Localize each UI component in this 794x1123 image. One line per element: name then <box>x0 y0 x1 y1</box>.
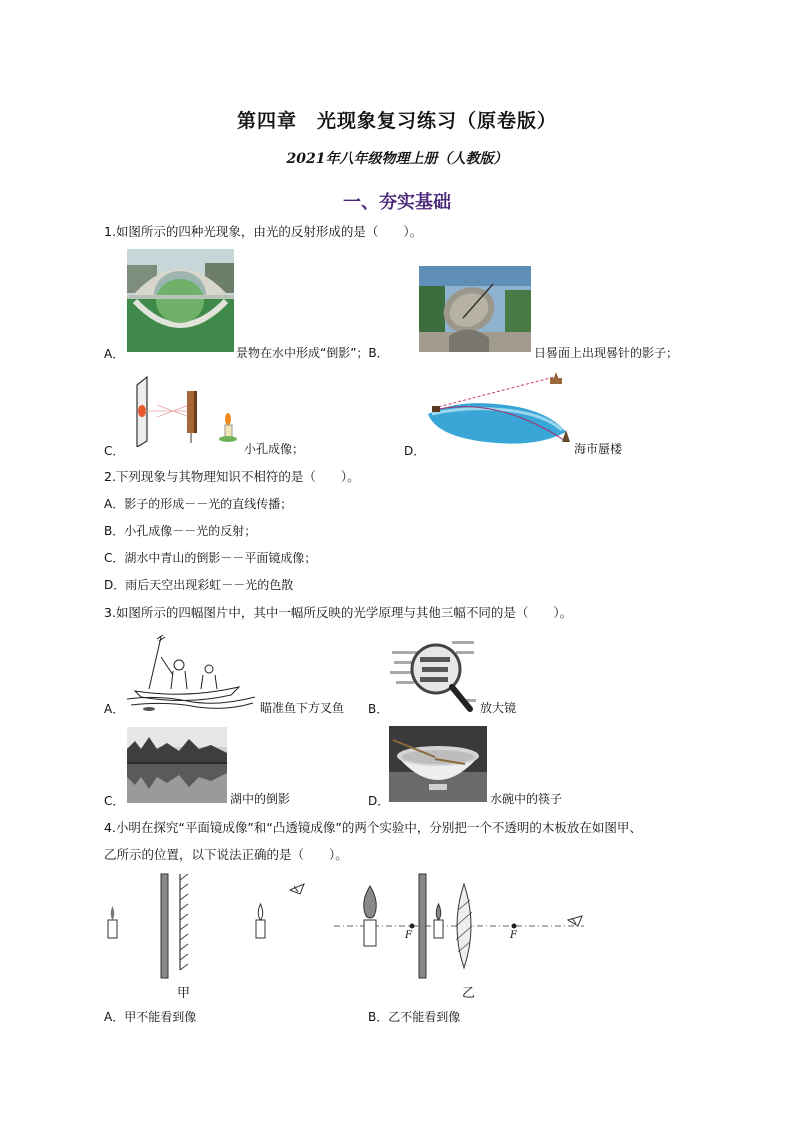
figure-jia-plane-mirror <box>100 870 320 982</box>
q3-option-c-letter: C． <box>104 794 125 808</box>
q1-option-d-letter: D． <box>404 444 426 458</box>
focus-label-right: F <box>510 930 517 941</box>
q1-option-d-text: 海市蜃楼 <box>574 442 623 456</box>
q1-option-a-letter: A． <box>104 347 125 361</box>
q1-option-c-text: 小孔成像； <box>244 442 305 456</box>
q1-option-c-letter: C． <box>104 444 125 458</box>
question-3-stem: 3.如图所示的四幅图片中，其中一幅所反映的光学原理与其他三幅不同的是（ ）。 <box>104 605 573 620</box>
q2-option-d: D．雨后天空出现彩虹－－光的色散 <box>104 578 294 592</box>
question-1-stem: 1.如图所示的四种光现象，由光的反射形成的是（ ）。 <box>104 224 423 239</box>
figure-yi-label: 乙 <box>462 986 476 1001</box>
page-title: 第四章 光现象复习练习（原卷版） <box>236 110 557 132</box>
sundial-photo <box>419 266 531 352</box>
pinhole-diagram <box>127 375 242 447</box>
q4-option-b: B．乙不能看到像 <box>368 1010 461 1024</box>
q2-option-a: A．影子的形成－－光的直线传播； <box>104 497 293 511</box>
figure-yi-convex-lens <box>334 870 586 982</box>
lake-reflection-photo <box>127 727 227 803</box>
q3-option-d-caption: 水碗中的筷子 <box>490 792 563 806</box>
q2-option-b: B．小孔成像－－光的反射； <box>104 524 257 538</box>
fishing-boat-sketch <box>127 633 257 713</box>
magnifier-photo <box>390 637 478 715</box>
question-4-stem-line2: 乙所示的位置，以下说法正确的是（ ）。 <box>104 847 348 862</box>
q4-option-a: A．甲不能看到像 <box>104 1010 197 1024</box>
chopstick-bowl-photo <box>389 726 487 802</box>
page-subtitle: 2021年八年级物理上册（人教版） <box>286 151 508 167</box>
question-4-stem-line1: 4.小明在探究“平面镜成像”和“凸透镜成像”的两个实验中，分别把一个不透明的木板放在如图甲、 <box>104 820 642 835</box>
bridge-reflection-photo <box>127 249 234 352</box>
q2-option-c: C．湖水中青山的倒影－－平面镜成像； <box>104 551 317 565</box>
q1-option-a-text: 景物在水中形成“倒影”；B． <box>236 346 389 360</box>
q1-option-b-text: 日晷面上出现晷针的影子； <box>534 346 679 360</box>
figure-jia-label: 甲 <box>177 986 191 1001</box>
section-heading: 一、夯实基础 <box>343 192 451 213</box>
q3-option-a-caption: 瞄准鱼下方叉鱼 <box>260 701 345 715</box>
q3-option-c-caption: 湖中的倒影 <box>230 792 291 806</box>
q3-option-b-caption: 放大镜 <box>480 701 517 715</box>
q3-option-d-letter: D． <box>368 794 390 808</box>
question-2-stem: 2.下列现象与其物理知识不相符的是（ ）。 <box>104 469 360 484</box>
focus-label-left: F <box>405 930 412 941</box>
q3-option-a-letter: A． <box>104 702 125 716</box>
q3-option-b-letter: B． <box>368 702 389 716</box>
mirage-diagram <box>426 370 574 450</box>
